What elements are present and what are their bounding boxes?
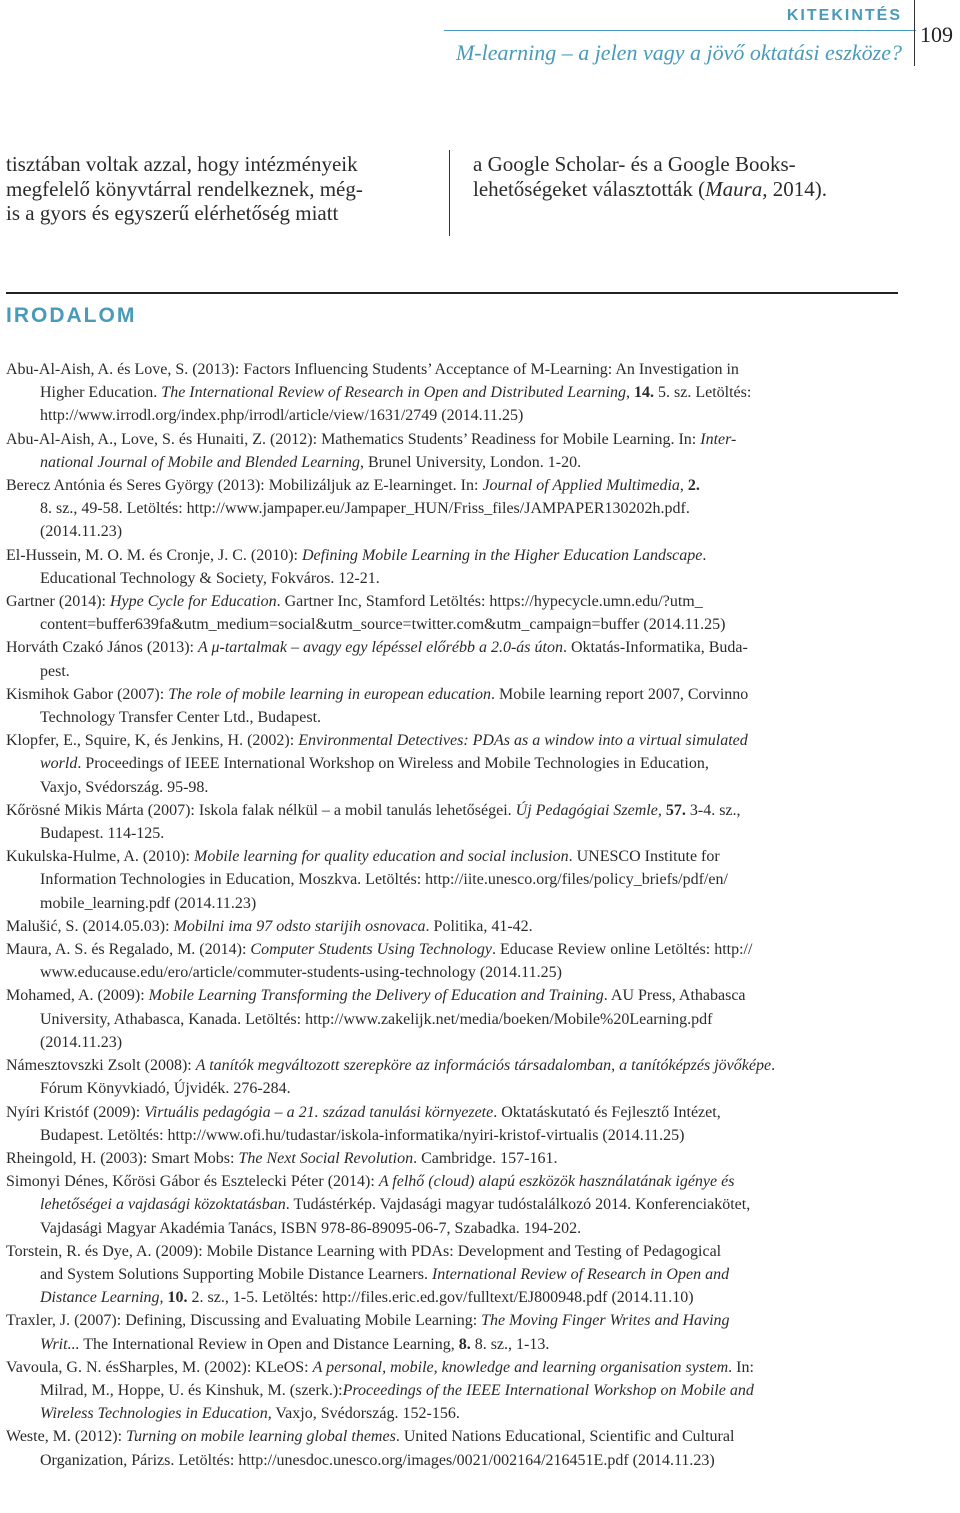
reference-entry bbox=[6, 474, 906, 544]
reference-entry bbox=[6, 1425, 906, 1471]
reference-entry bbox=[6, 1170, 906, 1240]
reference-line: Horváth Czakó János (2013): A μ-tartalmak – avagy egy lépéssel előrébb a 2.0-ás úton. Oktatás-Informatika, Buda- bbox=[6, 639, 748, 657]
reference-line: Kismihok Gabor (2007): The role of mobile learning in european education. Mobile learning report 2007, Corvinno bbox=[6, 685, 749, 703]
page-number: 109 bbox=[920, 22, 953, 47]
reference-line: Budapest. Letöltés: http://www.ofi.hu/tudastar/iskola-informatika/nyiri-kristof-virtualis (2014.11.25) bbox=[40, 1126, 685, 1144]
reference-line: Vajdasági Magyar Akadémia Tanács, ISBN 978-86-89095-06-7, Szabadka. 194-202. bbox=[40, 1219, 582, 1237]
reference-line: http://www.irrodl.org/index.php/irrodl/article/view/1631/2749 (2014.11.25) bbox=[40, 407, 524, 425]
reference-line: Distance Learning, 10. 2. sz., 1-5. Letöltés: http://files.eric.ed.gov/fulltext/EJ800948.pdf (2014.11.10) bbox=[40, 1289, 694, 1307]
reference-line: Fórum Könyvkiadó, Újvidék. 276-284. bbox=[40, 1080, 291, 1098]
intro-left-column bbox=[6, 152, 424, 226]
running-title: M-learning – a jelen vagy a jövő oktatási eszköze? bbox=[455, 40, 902, 65]
reference-line: Kukulska-Hulme, A. (2010): Mobile learning for quality education and social inclusion. UNESCO Institute for bbox=[6, 848, 720, 866]
reference-line: Kőrösné Mikis Márta (2007): Iskola falak nélkül – a mobil tanulás lehetőségei. Új Pedagógiai Szemle, 57. 3-4. sz., bbox=[6, 801, 741, 819]
section-heading: IRODALOM bbox=[6, 304, 137, 327]
reference-line: Berecz Antónia és Seres György (2013): Mobilizáljuk az E-learninget. In: Journal of Applied Multimedia, 2. bbox=[6, 477, 700, 495]
reference-line: world. Proceedings of IEEE International Workshop on Wireless and Mobile Technologies in Education, bbox=[40, 755, 709, 773]
reference-line: University, Athabasca, Kanada. Letöltés: http://www.zakelijk.net/media/boeken/Mobile%20Learning.pdf bbox=[40, 1010, 713, 1028]
reference-entry bbox=[6, 799, 906, 845]
reference-line: Abu-Al-Aish, A. és Love, S. (2013): Factors Influencing Students’ Acceptance of M-Learning: An Investigation in bbox=[6, 361, 739, 378]
reference-line: national Journal of Mobile and Blended Learning, Brunel University, London. 1-20. bbox=[40, 453, 582, 471]
reference-entry bbox=[6, 1356, 906, 1426]
reference-line: Nyíri Kristóf (2009): Virtuális pedagógia – a 21. század tanulási környezete. Oktatáskutató és Fejlesztő Intézet, bbox=[6, 1103, 721, 1121]
reference-line: lehetőségei a vajdasági közoktatásban. Tudástérkép. Vajdasági magyar tudóstalálkozó 2014. Konferenciakötet, bbox=[40, 1196, 751, 1214]
reference-line: Torstein, R. és Dye, A. (2009): Mobile Distance Learning with PDAs: Development and Testing of Pedagogical bbox=[6, 1242, 722, 1260]
reference-entry bbox=[6, 915, 906, 938]
reference-line: Organization, Párizs. Letöltés: http://unesdoc.unesco.org/images/0021/002164/216451E.pdf (2014.11.23) bbox=[40, 1451, 715, 1469]
reference-entry bbox=[6, 683, 906, 729]
reference-line: Milrad, M., Hoppe, U. és Kinshuk, M. (szerk.):Proceedings of the IEEE International Workshop on Mobile and bbox=[40, 1381, 754, 1399]
reference-line: El-Hussein, M. O. M. és Cronje, J. C. (2010): Defining Mobile Learning in the Higher Education Landscape. bbox=[6, 546, 707, 564]
reference-line: Mohamed, A. (2009): Mobile Learning Transforming the Delivery of Education and Training. AU Press, Athabasca bbox=[6, 987, 746, 1005]
reference-entry bbox=[6, 1101, 906, 1147]
reference-line: and System Solutions Supporting Mobile Distance Learners. International Review of Research in Open and bbox=[40, 1265, 730, 1283]
reference-line: Malušić, S. (2014.05.03): Mobilni ima 97 odsto starijih osnovaca. Politika, 41-42. bbox=[6, 917, 533, 935]
reference-line: Vaxjo, Svédország. 95-98. bbox=[40, 778, 209, 796]
reference-line: Klopfer, E., Squire, K, és Jenkins, H. (2002): Environmental Detectives: PDAs as a window into a virtual simulated bbox=[6, 732, 748, 750]
header-divider bbox=[444, 30, 916, 31]
reference-line: Weste, M. (2012): Turning on mobile learning global themes. United Nations Educational, Scientific and Cultural bbox=[6, 1428, 735, 1446]
reference-line: Budapest. 114-125. bbox=[40, 825, 165, 843]
reference-line: Writ... The International Review in Open and Distance Learning, 8. 8. sz., 1-13. bbox=[40, 1335, 550, 1353]
reference-list bbox=[6, 358, 906, 1472]
reference-entry bbox=[6, 1147, 906, 1170]
reference-entry bbox=[6, 428, 906, 474]
reference-line: Gartner (2014): Hype Cycle for Education. Gartner Inc, Stamford Letöltés: https://hypecycle.umn.edu/?utm_ bbox=[6, 593, 703, 611]
reference-entry bbox=[6, 1054, 906, 1100]
intro-right-column bbox=[473, 152, 913, 201]
reference-line: Vavoula, G. N. ésSharples, M. (2002): KLeOS: A personal, mobile, knowledge and learning organisation system. In: bbox=[6, 1358, 754, 1376]
column-divider bbox=[449, 150, 450, 236]
reference-line: Technology Transfer Center Ltd., Budapest. bbox=[40, 709, 322, 727]
intro-line: megfelelő könyvtárral rendelkeznek, még- bbox=[6, 176, 363, 201]
header-vertical-divider bbox=[914, 0, 915, 66]
reference-line: Traxler, J. (2007): Defining, Discussing and Evaluating Mobile Learning: The Moving Finger Writes and Having bbox=[6, 1312, 730, 1330]
reference-line: Information Technologies in Education, Moszkva. Letöltés: http://iite.unesco.org/files/policy_briefs/pdf/en/ bbox=[40, 871, 728, 889]
reference-line: Higher Education. The International Review of Research in Open and Distributed Learning, 14. 5. sz. Letöltés: bbox=[40, 384, 752, 402]
reference-entry bbox=[6, 590, 906, 636]
reference-line: Wireless Technologies in Education, Vaxjo, Svédország. 152-156. bbox=[40, 1405, 460, 1423]
section-divider bbox=[6, 292, 898, 294]
reference-line: www.educause.edu/ero/article/commuter-students-using-technology (2014.11.25) bbox=[40, 964, 562, 982]
reference-entry bbox=[6, 1240, 906, 1310]
reference-entry bbox=[6, 984, 906, 1054]
intro-line: a Google Scholar- és a Google Books- bbox=[473, 152, 796, 176]
reference-line: (2014.11.23) bbox=[40, 1033, 123, 1051]
reference-line: (2014.11.23) bbox=[40, 523, 123, 541]
reference-entry bbox=[6, 636, 906, 682]
reference-line: mobile_learning.pdf (2014.11.23) bbox=[40, 894, 257, 912]
reference-line: Námesztovszki Zsolt (2008): A tanítók megváltozott szerepköre az információs társadalomban, a tanítóképzés jövőképe. bbox=[6, 1057, 776, 1075]
reference-entry bbox=[6, 1309, 906, 1355]
reference-line: content=buffer639fa&utm_medium=social&utm_source=twitter.com&utm_campaign=buffer (2014.11.25) bbox=[40, 616, 726, 634]
reference-line: Rheingold, H. (2003): Smart Mobs: The Next Social Revolution. Cambridge. 157-161. bbox=[6, 1149, 558, 1167]
reference-line: Educational Technology & Society, Fokváros. 12-21. bbox=[40, 569, 380, 587]
reference-entry bbox=[6, 358, 906, 428]
reference-entry bbox=[6, 938, 906, 984]
reference-entry bbox=[6, 729, 906, 799]
intro-line: tisztában voltak azzal, hogy intézményeik bbox=[6, 152, 358, 176]
reference-line: pest. bbox=[40, 662, 70, 680]
section-kicker: KITEKINTÉS bbox=[786, 7, 902, 24]
intro-line: is a gyors és egyszerű elérhetőség miatt bbox=[6, 201, 339, 225]
reference-entry bbox=[6, 845, 906, 915]
reference-line: Maura, A. S. és Regalado, M. (2014): Computer Students Using Technology. Educase Review online Letöltés: http:// bbox=[6, 941, 753, 959]
reference-line: Simonyi Dénes, Kőrösi Gábor és Esztelecki Péter (2014): A felhő (cloud) alapú eszközök használatának igénye és bbox=[6, 1173, 735, 1191]
reference-entry bbox=[6, 544, 906, 590]
reference-line: Abu-Al-Aish, A., Love, S. és Hunaiti, Z. (2012): Mathematics Students’ Readiness for Mobile Learning. In: Inter- bbox=[6, 430, 737, 448]
reference-line: 8. sz., 49-58. Letöltés: http://www.jampaper.eu/Jampaper_HUN/Friss_files/JAMPAPER130202h.pdf. bbox=[40, 500, 690, 518]
intro-line: lehetőségeket választották (Maura, 2014). bbox=[473, 176, 827, 201]
